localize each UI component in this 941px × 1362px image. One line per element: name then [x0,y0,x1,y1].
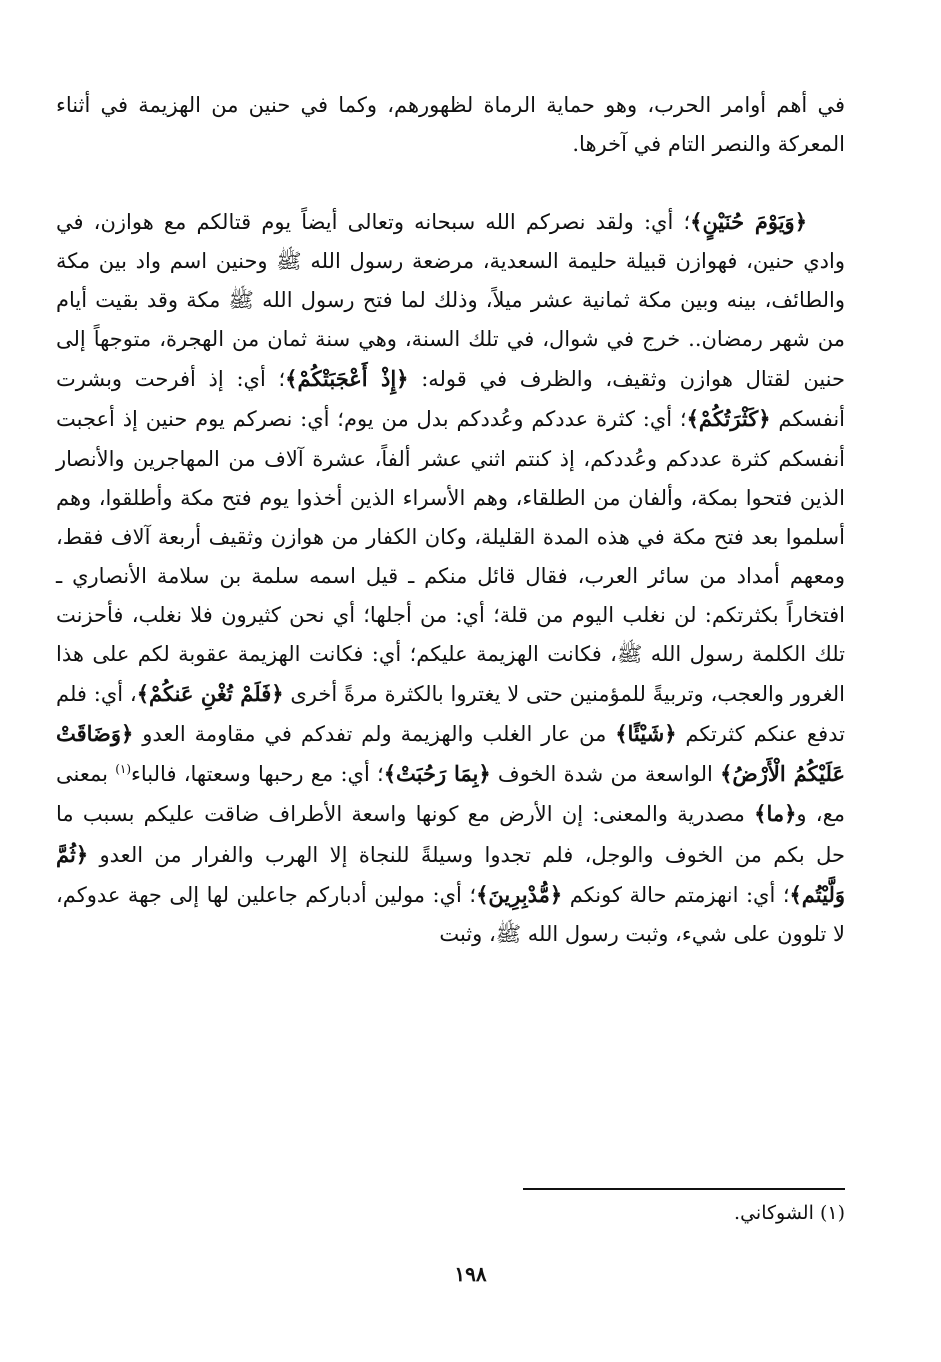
quran-quote: ﴿مُّدْبِرِينَ﴾ [476,881,563,907]
paragraph-1: في أهم أوامر الحرب، وهو حماية الرماة لظهورهم، وكما في حنين من الهزيمة في أثناء المعركة والنصر التام في آخرها. [56,93,845,157]
footnote-reference[interactable]: (١) [115,762,132,777]
quran-quote: ﴿شَيْئًا﴾ [615,721,677,747]
quran-quote: ﴿وَضَاقَتْ عَلَيْكُمُ الْأَرْضُ﴾ [56,721,845,787]
text-segment: بمعنى مع، و [56,762,845,827]
quran-quote: ﴿كَثْرَتُكُمْ﴾ [686,406,771,432]
text-segment: الواسعة من شدة الخوف [490,762,721,787]
quran-quote: ﴿فَلَمْ تُغْنِ عَنكُمْ﴾ [136,681,284,707]
paragraph-2 [56,202,845,954]
page-number: ١٩٨ [454,1262,487,1286]
quran-quote: ﴿إِذْ أَعْجَبَتْكُمْ﴾ [285,366,409,392]
text-segment: ؛ أي: ولقد نصركم الله سبحانه وتعالى أيضاً يوم قتالكم مع هوازن، في وادي حنين، فهوازن قبيلة حليمة السعدية، مرضعة رسول الله ﷺ وحنين اسم واد بين مكة والطائف، بينه وبين مكة ثمانية عشر ميلاً، وذلك لما فتح رسول الله ﷺ مكة وقد بقيت أيام من شهر رمضان.. خرج في شوال، في تلك السنة، وهي سنة ثمان من الهجرة، متوجهاً إلى حنين لقتال هوازن وثقيف، والظرف في قوله: [56,210,845,392]
text-segment: مصدرية والمعنى: إن الأرض مع كونها واسعة الأطراف ضاقت عليكم بسبب ما حل بكم من الخوف والوجل، فلم تجدوا وسيلةً للنجاة إلا الهرب والفرار من العدو [56,802,845,867]
footnote-marker: (١) [819,1202,845,1224]
text-segment: ؛ أي: مع رحبها وسعتها، فالباء [131,762,384,787]
text-segment: ؛ أي: كثرة عددكم وعُددكم بدل من يوم؛ أي: نصركم يوم حنين إذ أعجبت أنفسكم كثرة عددكم وعُددكم، إذ كنتم اثني عشر ألفاً، عشرة آلاف من المهاجرين والأنصار الذين فتحوا بمكة، وألفان من الطلقاء، وهم الأسراء الذين أخذوا يوم فتح مكة وأطلقوا، وهم أسلموا بعد فتح مكة في هذه المدة القليلة، وكان الكفار من هوازن وثقيف أربعة آلاف فقط، ومعهم أمداد من سائر العرب، فقال قائل منكم ـ قيل اسمه سلمة بن سلامة الأنصاري ـ افتخاراً بكثرتكم: لن نغلب اليوم من قلة؛ أي: من أجلها؛ أي نحن كثيرون فلا نغلب، فأحزنت تلك الكلمة رسول الله ﷺ، فكانت الهزيمة عليكم؛ أي: فكانت الهزيمة عقوبة لكم على هذا الغرور والعجب، وتربيةً للمؤمنين حتى لا يغتروا بالكثرة مرةً أخرى [56,407,845,707]
quran-quote: ﴿ما﴾ [754,801,797,827]
text-segment: من عار الغلب والهزيمة ولم تفدكم في مقاومة العدو [133,722,616,747]
footnote-text: الشوكاني. [734,1202,814,1224]
footnote-divider [523,1188,845,1190]
text-segment: ؛ أي: مولين أدباركم جاعلين لها إلى جهة عدوكم، لا تلوون على شيء، وثبت رسول الله ﷺ، وثبت [56,882,845,946]
quran-quote: ﴿بِمَا رَحُبَتْ﴾ [383,761,491,787]
footnote [734,1198,845,1228]
text-segment: ؛ أي: انهزمتم حالة كونكم [562,882,790,907]
quran-quote: ﴿ثُمَّ وَلَّيْتُم﴾ [56,841,845,907]
text-segment: ، أي: فلم تدفع عنكم كثرتكم [56,682,845,747]
text-segment: ؛ أي: إذ أفرحت وبشرت أنفسكم [56,367,845,432]
quran-quote: ﴿وَيَوْمَ حُنَيْنٍ﴾ [690,209,808,234]
